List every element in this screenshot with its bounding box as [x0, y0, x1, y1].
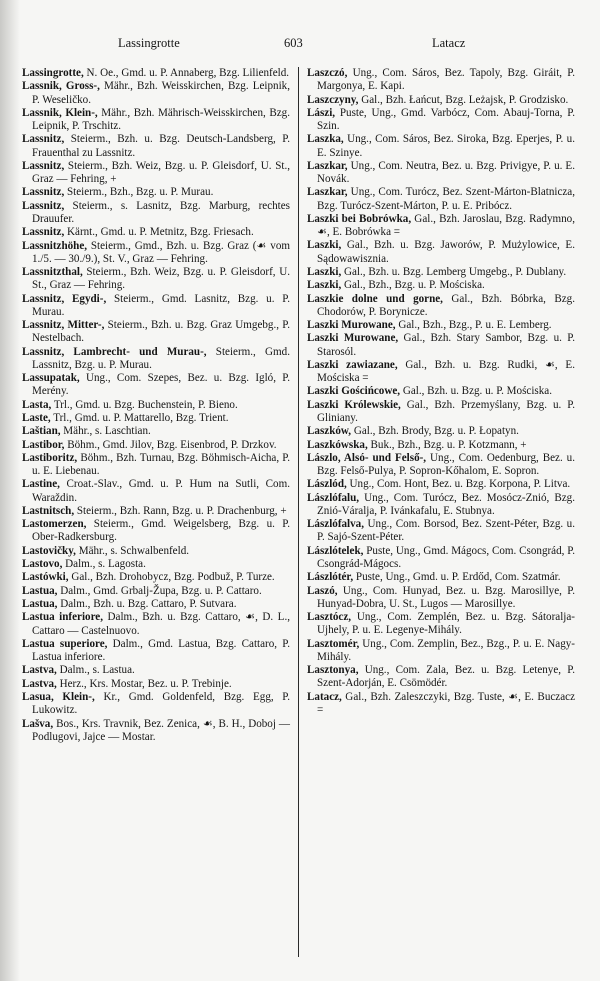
gazetteer-entry [307, 545, 575, 571]
page-header [22, 36, 582, 56]
entry-headword: Lassnik, Klein-, [22, 106, 98, 119]
entry-details: Steierm., Bzh., Bzg. u. P. Murau. [64, 186, 214, 199]
gazetteer-entry [307, 107, 575, 133]
gazetteer-entry [307, 266, 575, 279]
entry-headword: Laszkar, [307, 159, 348, 172]
entry-details: Ung., Com. Neutra, Bez. u. Bzg. Privigye, P. u. E. Novák. [317, 159, 575, 185]
entry-details: Dalm., Gmd. Grbalj-Župa, Bzg. u. P. Cattaro. [57, 584, 262, 597]
left-column [22, 67, 290, 744]
entry-headword: Lasztonya, [307, 664, 359, 677]
entry-details: Steierm., Gmd. Lasnitz, Bzg. u. P. Murau. [32, 292, 290, 318]
entry-details: Ung., Com. Hunyad, Bez. u. Bzg. Marosillye, P. Hunyad-Dobra, U. St., Lugos — Marosillye. [317, 584, 575, 610]
entry-details: Dalm., Bzh. u. Bzg. Cattaro, ☙, D. L., Cattaro — Castelnuovo. [32, 611, 290, 637]
entry-headword: Lászlófalu, [307, 491, 360, 504]
gazetteer-entry [307, 186, 575, 212]
gazetteer-entry [307, 638, 575, 664]
entry-headword: Lassnitz, [22, 133, 65, 146]
gazetteer-entry [22, 425, 290, 438]
gazetteer-entry [22, 452, 290, 478]
entry-details: Dalm., s. Lagosta. [62, 558, 146, 571]
gazetteer-columns [22, 67, 587, 957]
entry-headword: Lassnitzthal, [22, 266, 83, 279]
page-number: 603 [284, 36, 303, 50]
entry-headword: Lassnitz, [22, 226, 65, 239]
gazetteer-entry [307, 399, 575, 425]
entry-details: Steierm., Bzh. u. Bzg. Graz Umgebg., P. Nestelbach. [32, 319, 291, 345]
entry-headword: Laszki Królewskie, [307, 398, 401, 411]
entry-headword: Lasua, Klein-, [22, 691, 95, 704]
entry-headword: Lasta, [22, 398, 52, 411]
entry-headword: Laszka, [307, 133, 344, 146]
gazetteer-entry [307, 571, 575, 584]
gazetteer-entry [22, 80, 290, 106]
entry-headword: Laste, [22, 411, 51, 424]
entry-headword: Lászlótér, [307, 571, 354, 584]
entry-details: Gal., Bzh. Zaleszczyki, Bzg. Tuste, ☙, E. Buczacz = [317, 690, 575, 716]
gazetteer-entry [307, 359, 575, 385]
gazetteer-entry [307, 213, 575, 239]
entry-headword: Lasztócz, [307, 611, 352, 624]
entry-details: Böhm., Gmd. Jilov, Bzg. Eisenbrod, P. Drzkov. [64, 438, 277, 451]
entry-details: Gal., Bzh. Stary Sambor, Bzg. u. P. Starosól. [317, 332, 575, 358]
column-divider [298, 67, 299, 957]
entry-details: Kr., Gmd. Goldenfeld, Bzg. Egg, P. Lukowitz. [32, 691, 291, 717]
entry-headword: Lászlo, Alsó- und Felső-, [307, 451, 427, 464]
gazetteer-entry [307, 439, 575, 452]
entry-details: Ung., Com. Hont, Bez. u. Bzg. Korpona, P. Litva. [346, 478, 571, 491]
entry-details: Gal., Bzh. u. Bzg. Rudki, ☙, E. Mościska = [317, 358, 575, 385]
gazetteer-entry [307, 239, 575, 265]
gazetteer-entry [22, 200, 290, 226]
entry-headword: Lastua, [22, 598, 58, 611]
gazetteer-entry [22, 346, 290, 372]
entry-headword: Lastua inferiore, [22, 611, 104, 624]
gazetteer-entry [22, 133, 290, 159]
entry-headword: Lastomerzen, [22, 518, 87, 531]
gazetteer-entry [22, 598, 290, 611]
entry-details: Gal., Bzh., Bzg. u. P. Mościska. [341, 279, 485, 292]
entry-details: Mähr., Bzh. Weisskirchen, Bzg. Leipnik, P. Weseličko. [32, 80, 290, 106]
entry-details: Trl., Gmd. u. P. Mattarello, Bzg. Trient. [50, 411, 229, 424]
entry-headword: Lassnitz, Lambrecht- und Murau-, [22, 345, 207, 358]
entry-details: Gal., Bzh. u. Bzg. Jaworów, P. Mużylowice, E. Sądowawisznia. [317, 239, 575, 265]
entry-headword: Lassnitz, [22, 186, 65, 199]
running-head-right: Latacz [432, 36, 466, 50]
entry-details: Steierm., Gmd., Bzh. u. Bzg. Graz (☙ vom 1./5. — 30./9.), St. V., Graz — Fehring. [32, 239, 290, 265]
entry-headword: Laštian, [22, 425, 61, 438]
gazetteer-entry [307, 319, 575, 332]
entry-headword: Laszki Murowane, [307, 332, 399, 345]
entry-headword: Laszkar, [307, 186, 348, 199]
entry-details: Ung., Com. Oedenburg, Bez. u. Bzg. Felső-Pulya, P. Sopron-Kőhalom, E. Sopron. [317, 451, 575, 478]
gazetteer-entry [22, 439, 290, 452]
gazetteer-entry [22, 293, 290, 319]
entry-details: Ung., Com. Turócz, Bez. Szent-Márton-Blatnicza, Bzg. Turócz-Szent-Márton, P. u. E. Pribócz. [317, 186, 575, 212]
entry-details: Kärnt., Gmd. u. P. Metnitz, Bzg. Friesach. [64, 226, 254, 239]
entry-headword: Lastówki, [22, 571, 69, 584]
entry-headword: Lastnitsch, [22, 504, 75, 517]
entry-details: Böhm., Bzh. Turnau, Bzg. Böhmisch-Aicha, P. u. E. Liebenau. [32, 451, 290, 478]
gazetteer-entry [22, 518, 290, 544]
entry-details: Buk., Bzh., Bzg. u. P. Kotzmann, + [367, 438, 527, 451]
entry-details: Dalm., Gmd. Lastua, Bzg. Cattaro, P. Lastua inferiore. [32, 637, 290, 664]
entry-headword: Lassnitz, [22, 199, 65, 212]
entry-headword: Lassnitz, Egydi-, [22, 292, 107, 305]
entry-details: Steierm., Bzh. Rann, Bzg. u. P. Drachenburg, + [74, 504, 287, 517]
entry-headword: Laszkie dolne und gorne, [307, 292, 443, 305]
entry-headword: Laszki Gościńcowe, [307, 385, 401, 398]
entry-headword: Lászlótelek, [307, 544, 364, 557]
entry-details: Steierm., Bzh. u. Bzg. Deutsch-Landsberg, P. Frauenthal zu Lassnitz. [32, 133, 290, 159]
entry-details: Ung., Com. Zemplén, Bez. u. Bzg. Sátoralja-Ujhely, P. u. E. Legenye-Mihály. [317, 611, 575, 637]
entry-headword: Lastua, [22, 584, 58, 597]
entry-details: Mähr., s. Schwalbenfeld. [75, 544, 190, 557]
gazetteer-entry [307, 478, 575, 491]
entry-details: Dalm., s. Lastua. [56, 664, 135, 677]
entry-details: Ung., Com. Borsod, Bez. Szent-Péter, Bzg. u. P. Sajó-Szent-Péter. [317, 518, 575, 544]
entry-details: Ung., Com. Sáros, Bez. Tapoly, Bzg. Giráit, P. Margonya, E. Kapi. [317, 67, 575, 93]
entry-headword: Lassingrotte, [22, 67, 84, 79]
entry-details: Steierm., s. Lasnitz, Bzg. Marburg, rechtes Drauufer. [32, 199, 290, 225]
entry-details: Mähr., Bzh. Mährisch-Weisskirchen, Bzg. Leipnik, P. Trschitz. [32, 106, 290, 132]
gazetteer-entry [22, 545, 290, 558]
gazetteer-entry [22, 412, 290, 425]
gazetteer-entry [307, 452, 575, 478]
entry-details: Gal., Bzh. Jaroslau, Bzg. Radymno, ☙, E. Bobrówka = [317, 212, 575, 238]
entry-headword: Lašva, [22, 717, 54, 730]
gazetteer-entry [307, 385, 575, 398]
entry-details: Gal., Bzh. Drohobycz, Bzg. Podbuž, P. Turze. [68, 571, 275, 584]
entry-details: Steierm., Bzh. Weiz, Bzg. u. P. Gleisdorf, U. St., Graz — Fehring, + [32, 159, 290, 185]
entry-details: Puste, Ung., Gmd. Varbócz, Com. Abauj-Torna, P. Szin. [317, 106, 575, 132]
entry-details: Dalm., Bzh. u. Bzg. Cattaro, P. Sutvara. [57, 598, 237, 611]
gazetteer-entry [22, 585, 290, 598]
gazetteer-entry [307, 585, 575, 611]
entry-headword: Lászi, [307, 106, 336, 119]
gazetteer-entry [22, 160, 290, 186]
entry-headword: Lassnik, Gross-, [22, 80, 100, 93]
entry-headword: Lastine, [22, 478, 60, 491]
entry-details: Trl., Gmd. u. Bzg. Buchenstein, P. Bieno. [51, 398, 238, 411]
entry-headword: Lassnitz, Mitter-, [22, 319, 105, 332]
gazetteer-entry [22, 478, 290, 504]
gazetteer-entry [22, 399, 290, 412]
entry-headword: Lassupatak, [22, 372, 80, 385]
gazetteer-entry [22, 266, 290, 292]
entry-details: Gal., Bzh. u. Bzg. Lemberg Umgebg., P. Dublany. [341, 265, 567, 278]
gazetteer-entry [307, 492, 575, 518]
entry-details: Gal., Bzh. Bóbrka, Bzg. Chodorów, P. Borynicze. [317, 292, 575, 318]
gazetteer-entry [22, 558, 290, 571]
gazetteer-entry [307, 279, 575, 292]
gazetteer-entry [307, 160, 575, 186]
entry-details: Gal., Bzh. Łańcut, Bzg. Leżajsk, P. Grodzisko. [358, 93, 569, 106]
entry-headword: Lastiboritz, [22, 451, 78, 464]
entry-details: Ung., Com. Sáros, Bez. Sirokа, Bzg. Eperjes, P. u. E. Szinye. [317, 133, 575, 159]
entry-details: Steierm., Bzh. Weiz, Bzg. u. P. Gleisdorf, U. St., Graz — Fehring. [32, 266, 290, 292]
gazetteer-entry [22, 678, 290, 691]
entry-headword: Laszó, [307, 584, 338, 597]
entry-headword: Lászlód, [307, 478, 347, 491]
entry-details: Gal., Bzh. Przemyślany, Bzg. u. P. Gliniany. [317, 398, 575, 424]
entry-details: Croat.-Slav., Gmd. u. P. Hum na Sutli, Com. Waraždin. [32, 478, 290, 504]
gazetteer-entry [307, 518, 575, 544]
gazetteer-entry [22, 372, 290, 398]
gazetteer-entry [22, 691, 290, 717]
entry-headword: Lastovo, [22, 558, 63, 571]
gazetteer-entry [307, 293, 575, 319]
entry-headword: Laszki zawiazane, [307, 358, 398, 371]
gazetteer-entry [307, 691, 575, 717]
entry-details: Puste, Ung., Gmd. u. P. Erdőd, Com. Szatmár. [353, 571, 561, 584]
entry-headword: Laszki, [307, 239, 342, 252]
page-edge-shadow [0, 0, 20, 981]
gazetteer-entry [22, 638, 290, 664]
running-head-left: Lassingrotte [118, 36, 180, 50]
right-column [307, 67, 575, 717]
entry-details: Steierm., Gmd. Lassnitz, Bzg. u. P. Murau. [32, 345, 290, 371]
entry-headword: Laszki bei Bobrówka, [307, 212, 412, 225]
entry-details: Mähr., s. Laschtian. [60, 425, 151, 438]
entry-headword: Laszczyny, [307, 93, 359, 106]
gazetteer-entry [22, 186, 290, 199]
entry-details: Ung., Com. Szepes, Bez. u. Bzg. Igló, P. Merény. [32, 372, 290, 398]
gazetteer-entry [22, 611, 290, 637]
entry-details: N. Oe., Gmd. u. P. Annaberg, Bzg. Lilienfeld. [83, 67, 290, 79]
gazetteer-entry [22, 505, 290, 518]
entry-headword: Laszki Murowane, [307, 319, 396, 332]
entry-headword: Lastva, [22, 677, 57, 690]
gazetteer-entry [307, 67, 575, 93]
entry-details: Puste, Ung., Gmd. Mágocs, Com. Csongrád, P. Csongrád-Mágocs. [317, 544, 575, 570]
gazetteer-entry [22, 240, 290, 266]
entry-headword: Laszki, [307, 279, 342, 292]
entry-details: Steierm., Gmd. Weigelsberg, Bzg. u. P. Ober-Radkersburg. [32, 518, 290, 544]
gazetteer-entry [307, 332, 575, 358]
gazetteer-entry [307, 133, 575, 159]
entry-details: Gal., Bzh., Bzg., P. u. E. Lemberg. [395, 319, 552, 332]
entry-headword: Lastovičky, [22, 544, 76, 557]
entry-headword: Laszki, [307, 265, 342, 278]
entry-headword: Lastva, [22, 664, 57, 677]
entry-headword: Lassnitzhöhe, [22, 239, 88, 252]
entry-headword: Lastibor, [22, 438, 65, 451]
entry-details: Ung., Com. Zemplin, Bez., Bzg., P. u. E. Nagy-Mihály. [317, 637, 575, 663]
entry-details: Gal., Bzh. u. Bzg. u. P. Mościska. [400, 385, 552, 398]
entry-details: Ung., Com. Zala, Bez. u. Bzg. Letenye, P. Szent-Adorján, E. Csömödér. [317, 664, 575, 690]
entry-headword: Lászlófalva, [307, 518, 365, 531]
entry-headword: Laszkówska, [307, 438, 368, 451]
entry-headword: Lassnitz, [22, 159, 65, 172]
gazetteer-entry [307, 425, 575, 438]
entry-headword: Latacz, [307, 690, 342, 703]
gazetteer-entry [22, 319, 290, 345]
gazetteer-entry [22, 664, 290, 677]
gazetteer-entry [22, 571, 290, 584]
entry-headword: Lasztomér, [307, 637, 360, 650]
gazetteer-entry [22, 107, 290, 133]
gazetteer-entry [307, 94, 575, 107]
entry-details: Ung., Com. Turócz, Bez. Mosócz-Znió, Bzg. Znió-Váralja, P. Ivánkafalu, E. Stubnya. [317, 491, 575, 517]
gazetteer-entry [22, 718, 290, 744]
gazetteer-entry [307, 664, 575, 690]
entry-headword: Lastua superiore, [22, 637, 108, 650]
gazetteer-entry [22, 226, 290, 239]
entry-details: Herz., Krs. Mostar, Bez. u. P. Trebinje. [56, 677, 232, 690]
entry-headword: Laszków, [307, 425, 352, 438]
gazetteer-entry [307, 611, 575, 637]
entry-details: Gal., Bzh. Brody, Bzg. u. P. Łopatyn. [351, 425, 519, 438]
entry-headword: Laszczó, [307, 67, 348, 79]
entry-details: Bos., Krs. Travnik, Bez. Zenica, ☙, B. H., Doboj — Podlugovi, Jajce — Mostar. [32, 717, 290, 743]
gazetteer-entry [22, 67, 290, 80]
